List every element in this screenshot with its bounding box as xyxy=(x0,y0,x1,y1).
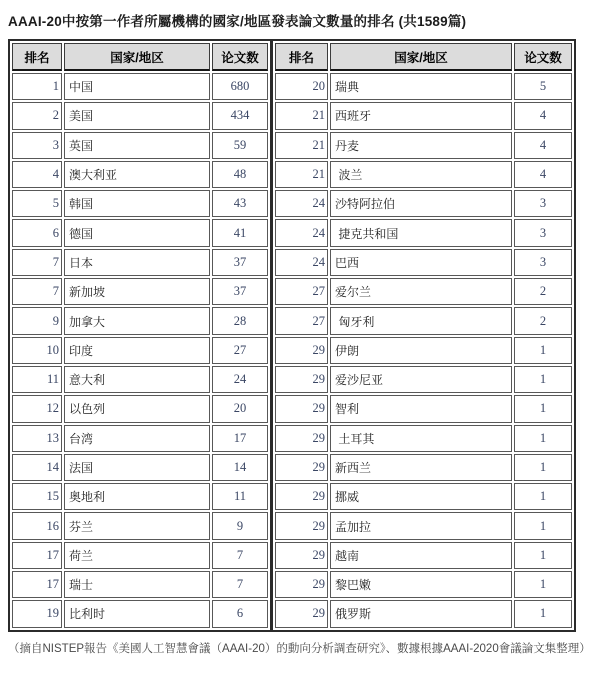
rank-cell: 27 xyxy=(275,307,328,334)
table-row xyxy=(275,512,572,539)
table-row xyxy=(275,542,572,569)
ranking-table-right-half xyxy=(273,41,574,630)
table-row xyxy=(12,278,268,305)
header-row xyxy=(275,43,572,71)
table-row xyxy=(275,102,572,129)
count-cell: 1 xyxy=(514,571,572,598)
ranking-table-left-half xyxy=(10,41,270,630)
count-cell: 14 xyxy=(212,454,268,481)
country-cell: 爱尔兰 xyxy=(330,278,512,305)
rank-cell: 29 xyxy=(275,571,328,598)
rank-cell: 5 xyxy=(12,190,62,217)
header-country: 国家/地区 xyxy=(64,43,210,71)
country-cell: 伊朗 xyxy=(330,337,512,364)
country-cell: 新西兰 xyxy=(330,454,512,481)
country-cell: 以色列 xyxy=(64,395,210,422)
count-cell: 4 xyxy=(514,102,572,129)
table-row xyxy=(12,542,268,569)
rank-cell: 24 xyxy=(275,219,328,246)
table-row xyxy=(275,425,572,452)
table-row xyxy=(275,249,572,276)
count-cell: 680 xyxy=(212,73,268,100)
count-cell: 1 xyxy=(514,395,572,422)
rank-cell: 7 xyxy=(12,278,62,305)
table-row xyxy=(275,161,572,188)
count-cell: 20 xyxy=(212,395,268,422)
count-cell: 1 xyxy=(514,454,572,481)
country-cell: 意大利 xyxy=(64,366,210,393)
count-cell: 434 xyxy=(212,102,268,129)
table-row xyxy=(275,600,572,627)
table-row xyxy=(275,571,572,598)
table-row xyxy=(12,190,268,217)
rank-cell: 11 xyxy=(12,366,62,393)
count-cell: 7 xyxy=(212,542,268,569)
table-row xyxy=(12,366,268,393)
country-cell: 丹麦 xyxy=(330,132,512,159)
rank-cell: 29 xyxy=(275,512,328,539)
rank-cell: 13 xyxy=(12,425,62,452)
rank-cell: 20 xyxy=(275,73,328,100)
country-cell: 匈牙利 xyxy=(330,307,512,334)
count-cell: 27 xyxy=(212,337,268,364)
count-cell: 4 xyxy=(514,132,572,159)
count-cell: 5 xyxy=(514,73,572,100)
count-cell: 48 xyxy=(212,161,268,188)
count-cell: 3 xyxy=(514,219,572,246)
count-cell: 7 xyxy=(212,571,268,598)
country-cell: 黎巴嫩 xyxy=(330,571,512,598)
count-cell: 1 xyxy=(514,366,572,393)
header-rank: 排名 xyxy=(275,43,328,71)
count-cell: 43 xyxy=(212,190,268,217)
count-cell: 37 xyxy=(212,278,268,305)
table-row xyxy=(12,307,268,334)
rank-cell: 21 xyxy=(275,132,328,159)
rank-cell: 21 xyxy=(275,102,328,129)
table-row xyxy=(275,454,572,481)
count-cell: 24 xyxy=(212,366,268,393)
table-row xyxy=(12,161,268,188)
country-cell: 比利时 xyxy=(64,600,210,627)
rank-cell: 29 xyxy=(275,425,328,452)
rank-cell: 29 xyxy=(275,366,328,393)
rank-cell: 7 xyxy=(12,249,62,276)
rank-cell: 19 xyxy=(12,600,62,627)
country-cell: 法国 xyxy=(64,454,210,481)
count-cell: 41 xyxy=(212,219,268,246)
table-row xyxy=(12,102,268,129)
count-cell: 6 xyxy=(212,600,268,627)
count-cell: 1 xyxy=(514,542,572,569)
page-title: AAAI-20中按第一作者所屬機構的國家/地區發表論文數量的排名 (共1589篇) xyxy=(8,14,467,29)
rank-cell: 2 xyxy=(12,102,62,129)
country-cell: 英国 xyxy=(64,132,210,159)
table-row xyxy=(275,366,572,393)
source-note: （摘自NISTEP報告《美國人工智慧會議（AAAI-20）的動向分析調查研究》、數據根據AAAI-2020會議論文集整理） xyxy=(8,642,591,655)
country-cell: 智利 xyxy=(330,395,512,422)
count-cell: 37 xyxy=(212,249,268,276)
table-row xyxy=(275,337,572,364)
rank-cell: 14 xyxy=(12,454,62,481)
country-cell: 芬兰 xyxy=(64,512,210,539)
table-row xyxy=(12,483,268,510)
table-row xyxy=(12,512,268,539)
rank-cell: 3 xyxy=(12,132,62,159)
rank-cell: 29 xyxy=(275,337,328,364)
country-cell: 台湾 xyxy=(64,425,210,452)
rank-cell: 17 xyxy=(12,571,62,598)
country-cell: 荷兰 xyxy=(64,542,210,569)
country-cell: 瑞典 xyxy=(330,73,512,100)
count-cell: 9 xyxy=(212,512,268,539)
table-row xyxy=(12,571,268,598)
count-cell: 1 xyxy=(514,600,572,627)
count-cell: 3 xyxy=(514,190,572,217)
rank-cell: 9 xyxy=(12,307,62,334)
country-cell: 越南 xyxy=(330,542,512,569)
country-cell: 德国 xyxy=(64,219,210,246)
count-cell: 1 xyxy=(514,483,572,510)
rank-cell: 29 xyxy=(275,600,328,627)
country-cell: 西班牙 xyxy=(330,102,512,129)
table-row xyxy=(275,132,572,159)
table-row xyxy=(12,337,268,364)
table-row xyxy=(275,190,572,217)
table-row xyxy=(275,73,572,100)
country-cell: 土耳其 xyxy=(330,425,512,452)
country-cell: 加拿大 xyxy=(64,307,210,334)
rank-cell: 12 xyxy=(12,395,62,422)
table-row xyxy=(12,219,268,246)
rank-cell: 1 xyxy=(12,73,62,100)
country-cell: 韩国 xyxy=(64,190,210,217)
country-cell: 美国 xyxy=(64,102,210,129)
count-cell: 28 xyxy=(212,307,268,334)
table-row xyxy=(275,395,572,422)
count-cell: 59 xyxy=(212,132,268,159)
country-cell: 孟加拉 xyxy=(330,512,512,539)
header-row xyxy=(12,43,268,71)
country-cell: 中国 xyxy=(64,73,210,100)
country-cell: 新加坡 xyxy=(64,278,210,305)
table-row xyxy=(275,483,572,510)
rank-cell: 29 xyxy=(275,542,328,569)
rank-cell: 16 xyxy=(12,512,62,539)
rank-cell: 27 xyxy=(275,278,328,305)
table-row xyxy=(12,425,268,452)
ranking-table xyxy=(8,39,576,632)
rank-cell: 21 xyxy=(275,161,328,188)
table-row xyxy=(12,600,268,627)
count-cell: 2 xyxy=(514,307,572,334)
count-cell: 3 xyxy=(514,249,572,276)
table-row xyxy=(275,307,572,334)
country-cell: 奥地利 xyxy=(64,483,210,510)
count-cell: 1 xyxy=(514,512,572,539)
count-cell: 1 xyxy=(514,425,572,452)
rank-cell: 4 xyxy=(12,161,62,188)
rank-cell: 29 xyxy=(275,395,328,422)
rank-cell: 6 xyxy=(12,219,62,246)
rank-cell: 29 xyxy=(275,454,328,481)
count-cell: 4 xyxy=(514,161,572,188)
country-cell: 澳大利亚 xyxy=(64,161,210,188)
country-cell: 挪威 xyxy=(330,483,512,510)
rank-cell: 10 xyxy=(12,337,62,364)
country-cell: 俄罗斯 xyxy=(330,600,512,627)
rank-cell: 24 xyxy=(275,190,328,217)
rank-cell: 15 xyxy=(12,483,62,510)
header-country: 国家/地区 xyxy=(330,43,512,71)
count-cell: 11 xyxy=(212,483,268,510)
rank-cell: 24 xyxy=(275,249,328,276)
rank-cell: 17 xyxy=(12,542,62,569)
header-rank: 排名 xyxy=(12,43,62,71)
table-row xyxy=(12,249,268,276)
count-cell: 17 xyxy=(212,425,268,452)
table-row xyxy=(12,73,268,100)
table-row xyxy=(275,219,572,246)
country-cell: 沙特阿拉伯 xyxy=(330,190,512,217)
country-cell: 捷克共和国 xyxy=(330,219,512,246)
header-count: 论文数 xyxy=(212,43,268,71)
country-cell: 瑞士 xyxy=(64,571,210,598)
country-cell: 波兰 xyxy=(330,161,512,188)
rank-cell: 29 xyxy=(275,483,328,510)
header-count: 论文数 xyxy=(514,43,572,71)
country-cell: 印度 xyxy=(64,337,210,364)
country-cell: 巴西 xyxy=(330,249,512,276)
country-cell: 爱沙尼亚 xyxy=(330,366,512,393)
table-row xyxy=(12,395,268,422)
count-cell: 1 xyxy=(514,337,572,364)
table-row xyxy=(12,132,268,159)
count-cell: 2 xyxy=(514,278,572,305)
table-row xyxy=(12,454,268,481)
table-row xyxy=(275,278,572,305)
country-cell: 日本 xyxy=(64,249,210,276)
